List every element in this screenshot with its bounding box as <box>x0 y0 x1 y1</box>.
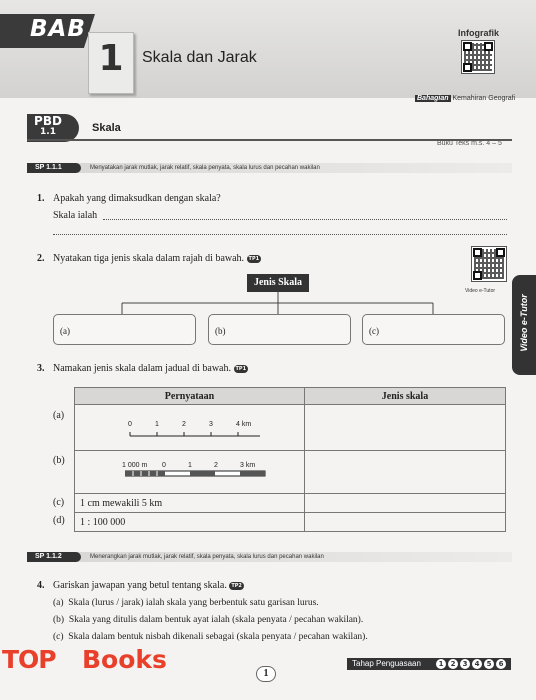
q3-text: Namakan jenis skala dalam jadual di bawah. <box>53 363 231 374</box>
linear-scale-a <box>125 430 265 442</box>
q2-number: 2. <box>37 253 45 264</box>
row-d-label: (d) <box>53 515 65 526</box>
row-c-pernyataan: 1 cm mewakili 5 km <box>75 494 305 513</box>
bab-label: BAB <box>30 16 86 42</box>
scale-a-tick-2: 2 <box>182 421 186 428</box>
row-a-label: (a) <box>53 410 65 421</box>
jenis-skala-box: Jenis Skala <box>247 274 309 292</box>
tahap-penguasaan-label: Tahap Penguasaan <box>352 659 421 668</box>
scale-b-label-4: 3 km <box>240 462 256 469</box>
q4-text-line <box>53 580 244 591</box>
answer-box-b-label: (b) <box>215 326 226 336</box>
table-row <box>75 513 506 532</box>
chapter-number: 1 <box>98 38 124 79</box>
pbd-title: PBD <box>34 114 62 128</box>
bahagian-tag: Bahagian <box>417 95 449 102</box>
topbooks-logo-books: Books <box>82 645 167 674</box>
q3-text-line <box>53 363 248 374</box>
q4-option-b[interactable] <box>53 615 363 625</box>
q4-option-a[interactable] <box>53 598 319 608</box>
level-4-badge: 4 <box>472 659 482 669</box>
sp-desc-1: Menyatakan jarak mutlak, jarak relatif, skala penyata, skala lurus dan pecahan wakilan <box>90 165 320 171</box>
bar-scale-b <box>125 470 275 478</box>
q4-option-b-text: Skala yang ditulis dalam bentuk ayat ialah (skala penyata / pecahan wakilan). <box>68 615 364 625</box>
bahagian-value: Kemahiran Geografi <box>452 95 516 102</box>
col-header-pernyataan: Pernyataan <box>75 388 305 405</box>
q4-option-c-label: (c) <box>53 632 64 642</box>
video-etutor-label: Video e-Tutor <box>465 288 496 294</box>
scale-table <box>74 387 506 532</box>
topbooks-logo-top: TOP <box>2 645 56 674</box>
q4-tp-badge: TP2 <box>231 582 242 589</box>
scale-b-label-2: 1 <box>188 462 192 469</box>
row-b-label: (b) <box>53 455 65 466</box>
q4-option-a-label: (a) <box>53 598 64 608</box>
q4-option-b-label: (b) <box>53 615 65 625</box>
scale-a-tick-3: 3 <box>209 421 213 428</box>
q1-number: 1. <box>37 193 45 204</box>
q1-answer-prefix: Skala ialah <box>53 210 98 221</box>
scale-b-label-3: 2 <box>214 462 218 469</box>
level-3-badge: 3 <box>460 659 470 669</box>
sp-desc-2: Menerangkan jarak mutlak, jarak relatif, skala penyata, skala lurus dan pecahan wakilan <box>90 554 324 560</box>
q2-text: Nyatakan tiga jenis skala dalam rajah di bawah. <box>53 253 245 264</box>
level-5-badge: 5 <box>484 659 494 669</box>
row-c-answer-cell[interactable] <box>305 494 506 513</box>
q4-option-c-text: Skala dalam bentuk nisbah dikenali sebagai (skala penyata / pecahan wakilan). <box>68 632 368 642</box>
answer-box-c-label: (c) <box>369 326 379 336</box>
col-header-jenis-skala: Jenis skala <box>305 388 506 405</box>
row-a-answer-cell[interactable] <box>305 405 506 451</box>
scale-b-label-1: 0 <box>162 462 166 469</box>
page-number: 1 <box>256 666 276 682</box>
row-c-label: (c) <box>53 497 65 508</box>
pbd-number: 1.1 <box>40 127 56 137</box>
table-row <box>75 405 506 451</box>
row-a-pernyataan <box>75 405 305 451</box>
q3-tp-badge: TP1 <box>235 365 247 372</box>
q1-text: Apakah yang dimaksudkan dengan skala? <box>53 193 221 204</box>
row-d-answer-cell[interactable] <box>305 513 506 532</box>
chapter-title: Skala dan Jarak <box>142 49 257 66</box>
q2-tp-badge: TP1 <box>248 255 260 262</box>
sp-code-1: SP 1.1.1 <box>27 163 81 173</box>
buku-teks-ref: Buku Teks m.s. 4 – 5 <box>437 140 502 147</box>
q4-option-a-text: Skala (lurus / jarak) ialah skala yang berbentuk satu garisan lurus. <box>68 598 319 608</box>
row-d-pernyataan: 1 : 100 000 <box>75 513 305 532</box>
answer-box-c[interactable] <box>362 314 505 345</box>
level-2-badge: 2 <box>448 659 458 669</box>
row-b-answer-cell[interactable] <box>305 451 506 494</box>
scale-a-tick-1: 1 <box>155 421 159 428</box>
sp-code-2: SP 1.1.2 <box>27 552 81 562</box>
level-1-badge: 1 <box>436 659 446 669</box>
q4-option-c[interactable] <box>53 632 368 642</box>
section-title: Skala <box>92 122 121 134</box>
answer-box-b[interactable] <box>208 314 351 345</box>
scale-b-label-0: 1 000 m <box>122 462 148 469</box>
scale-a-tick-0: 0 <box>128 421 132 428</box>
q3-number: 3. <box>37 363 45 374</box>
level-6-badge: 6 <box>496 659 506 669</box>
q4-text: Gariskan jawapan yang betul tentang skala. <box>53 580 227 591</box>
table-header-row <box>75 388 506 405</box>
table-row <box>75 494 506 513</box>
scale-a-tick-4: 4 km <box>236 421 252 428</box>
q4-number: 4. <box>37 580 45 591</box>
answer-box-a[interactable] <box>53 314 196 345</box>
infografik-label: Infografik <box>458 28 500 38</box>
answer-box-a-label: (a) <box>60 326 70 336</box>
video-side-tab-label: Video e-Tutor <box>519 294 529 352</box>
